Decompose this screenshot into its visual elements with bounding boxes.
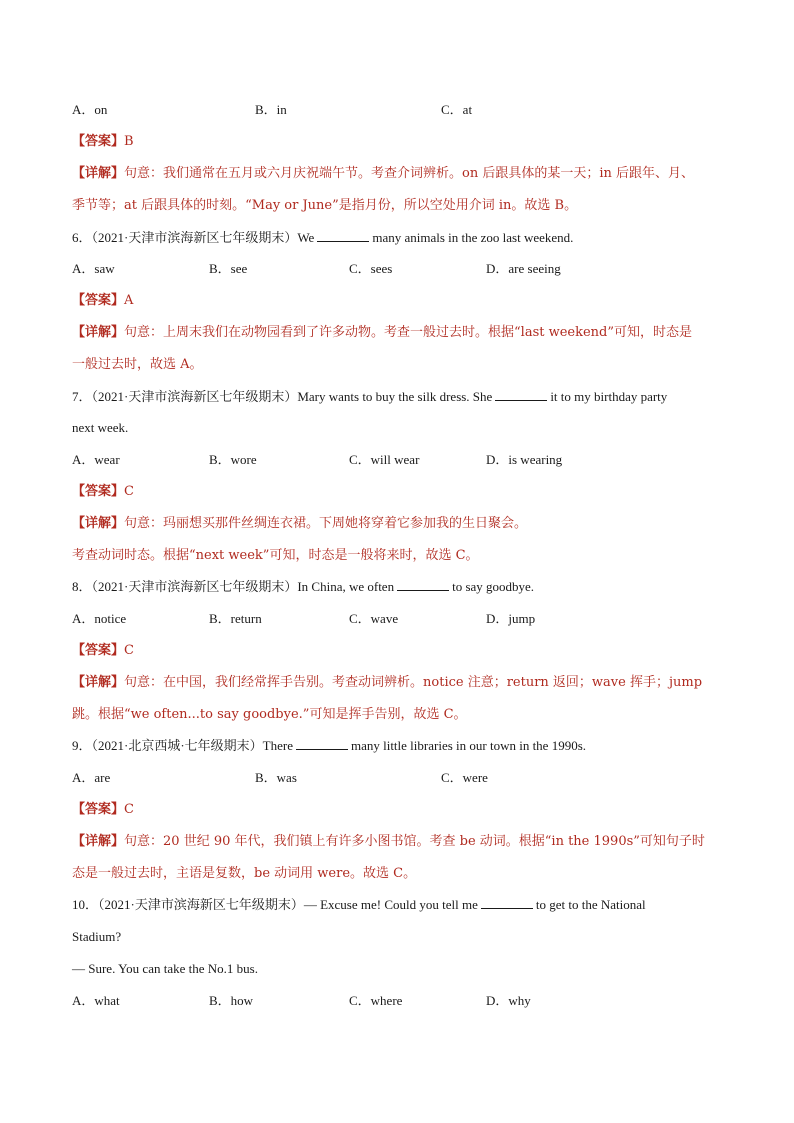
q7-stem-line-2: next week.	[72, 420, 129, 435]
stem-text: 6．（2021·天津市滨海新区七年级期末）We	[72, 230, 315, 245]
answer-blank	[296, 737, 348, 750]
q7-option-b[interactable]: B．wore	[209, 452, 257, 467]
q8-option-b[interactable]: B．return	[209, 611, 262, 626]
q6-option-b[interactable]: B．see	[209, 261, 248, 276]
detail-tag: 【详解】	[72, 675, 125, 690]
detail-text: 句意：在中国，我们经常挥手告别。考查动词辨析。notice 注意；return 返回；wave 挥手；jump	[124, 675, 703, 690]
q6-option-c[interactable]: C．sees	[349, 261, 393, 276]
q8-answer	[72, 641, 754, 661]
q8-option-a[interactable]: A．notice	[72, 611, 127, 626]
q9-detail-line-2: 态是一般过去时，主语是复数，be 动词用 were。故选 C。	[72, 866, 417, 881]
q9-option-b[interactable]: B．was	[255, 770, 297, 785]
detail-tag: 【详解】	[72, 325, 125, 340]
detail-text: 句意：20 世纪 90 年代，我们镇上有许多小图书馆。考查 be 动词。根据“in the 1990s”可知句子时	[124, 834, 705, 849]
q10-stem-line-2: Stadium?	[72, 929, 122, 944]
stem-text: 9．（2021·北京西城·七年级期末）There	[72, 738, 293, 753]
q5-option-a[interactable]: A．on	[72, 102, 108, 117]
stem-text: 7．（2021·天津市滨海新区七年级期末）Mary wants to buy the silk dress. She	[72, 389, 493, 404]
answer-value: C	[124, 484, 134, 499]
q9-detail-line-1	[72, 832, 754, 852]
answer-blank	[317, 229, 369, 242]
answer-tag: 【答案】	[72, 293, 125, 308]
q7-option-d[interactable]: D．is wearing	[486, 452, 563, 467]
q9-stem	[72, 736, 754, 756]
q5-option-b[interactable]: B．in	[255, 102, 287, 117]
answer-blank	[397, 578, 449, 591]
stem-text: many animals in the zoo last weekend.	[372, 230, 574, 245]
answer-value: B	[124, 134, 134, 149]
q5-option-c[interactable]: C．at	[441, 102, 473, 117]
q7-option-a[interactable]: A．wear	[72, 452, 120, 467]
q8-option-c[interactable]: C．wave	[349, 611, 399, 626]
q8-option-d[interactable]: D．jump	[486, 611, 536, 626]
q7-option-c[interactable]: C．will wear	[349, 452, 420, 467]
q7-stem	[72, 387, 754, 407]
stem-text: to get to the National	[535, 897, 646, 912]
q9-option-c[interactable]: C．were	[441, 770, 488, 785]
q6-answer	[72, 291, 754, 311]
stem-text: to say goodbye.	[452, 579, 535, 594]
q10-option-c[interactable]: C．where	[349, 993, 403, 1008]
q9-answer	[72, 800, 754, 820]
stem-text: 8．（2021·天津市滨海新区七年级期末）In China, we often	[72, 579, 395, 594]
q7-answer	[72, 482, 754, 502]
q6-detail-line-1	[72, 323, 754, 343]
stem-text: 10．（2021·天津市滨海新区七年级期末）— Excuse me! Could you tell me	[72, 897, 478, 912]
answer-blank	[495, 388, 547, 401]
q5-detail-line-2: 季节等；at 后跟具体的时刻。“May or June”是指月份，所以空处用介词 in。故选 B。	[72, 198, 578, 213]
stem-text: many little libraries in our town in the 1990s.	[350, 738, 587, 753]
q8-stem	[72, 577, 754, 597]
answer-value: C	[124, 802, 134, 817]
q10-option-b[interactable]: B．how	[209, 993, 254, 1008]
detail-text: 句意：上周末我们在动物园看到了许多动物。考查一般过去时。根据“last weekend”可知，时态是	[124, 325, 693, 340]
q9-option-a[interactable]: A．are	[72, 770, 111, 785]
detail-text: 句意：我们通常在五月或六月庆祝端午节。考查介词辨析。on 后跟具体的某一天；in 后跟年、月、	[124, 166, 695, 181]
q6-option-d[interactable]: D．are seeing	[486, 261, 561, 276]
stem-text: it to my birthday party	[550, 389, 668, 404]
q8-detail-line-2: 跳。根据“we often...to say goodbye.”可知是挥手告别，故选 C。	[72, 707, 467, 722]
q5-detail-line-1	[72, 164, 754, 184]
answer-blank	[481, 896, 533, 909]
q7-detail-line-2: 考查动词时态。根据“next week”可知，时态是一般将来时，故选 C。	[72, 548, 479, 563]
q10-stem	[72, 895, 754, 915]
answer-tag: 【答案】	[72, 643, 125, 658]
answer-tag: 【答案】	[72, 802, 125, 817]
q6-stem	[72, 228, 754, 248]
q6-detail-line-2: 一般过去时，故选 A。	[72, 357, 203, 372]
q10-stem-line-3: — Sure. You can take the No.1 bus.	[72, 961, 258, 976]
detail-text: 句意：玛丽想买那件丝绸连衣裙。下周她将穿着它参加我的生日聚会。	[124, 516, 528, 531]
q6-option-a[interactable]: A．saw	[72, 261, 115, 276]
q7-detail-line-1	[72, 514, 754, 534]
q10-option-d[interactable]: D．why	[486, 993, 531, 1008]
answer-value: C	[124, 643, 134, 658]
detail-tag: 【详解】	[72, 516, 125, 531]
q8-detail-line-1	[72, 673, 754, 693]
detail-tag: 【详解】	[72, 834, 125, 849]
detail-tag: 【详解】	[72, 166, 125, 181]
q5-answer	[72, 132, 754, 152]
q10-option-a[interactable]: A．what	[72, 993, 120, 1008]
answer-tag: 【答案】	[72, 484, 125, 499]
answer-value: A	[124, 293, 134, 308]
answer-tag: 【答案】	[72, 134, 125, 149]
